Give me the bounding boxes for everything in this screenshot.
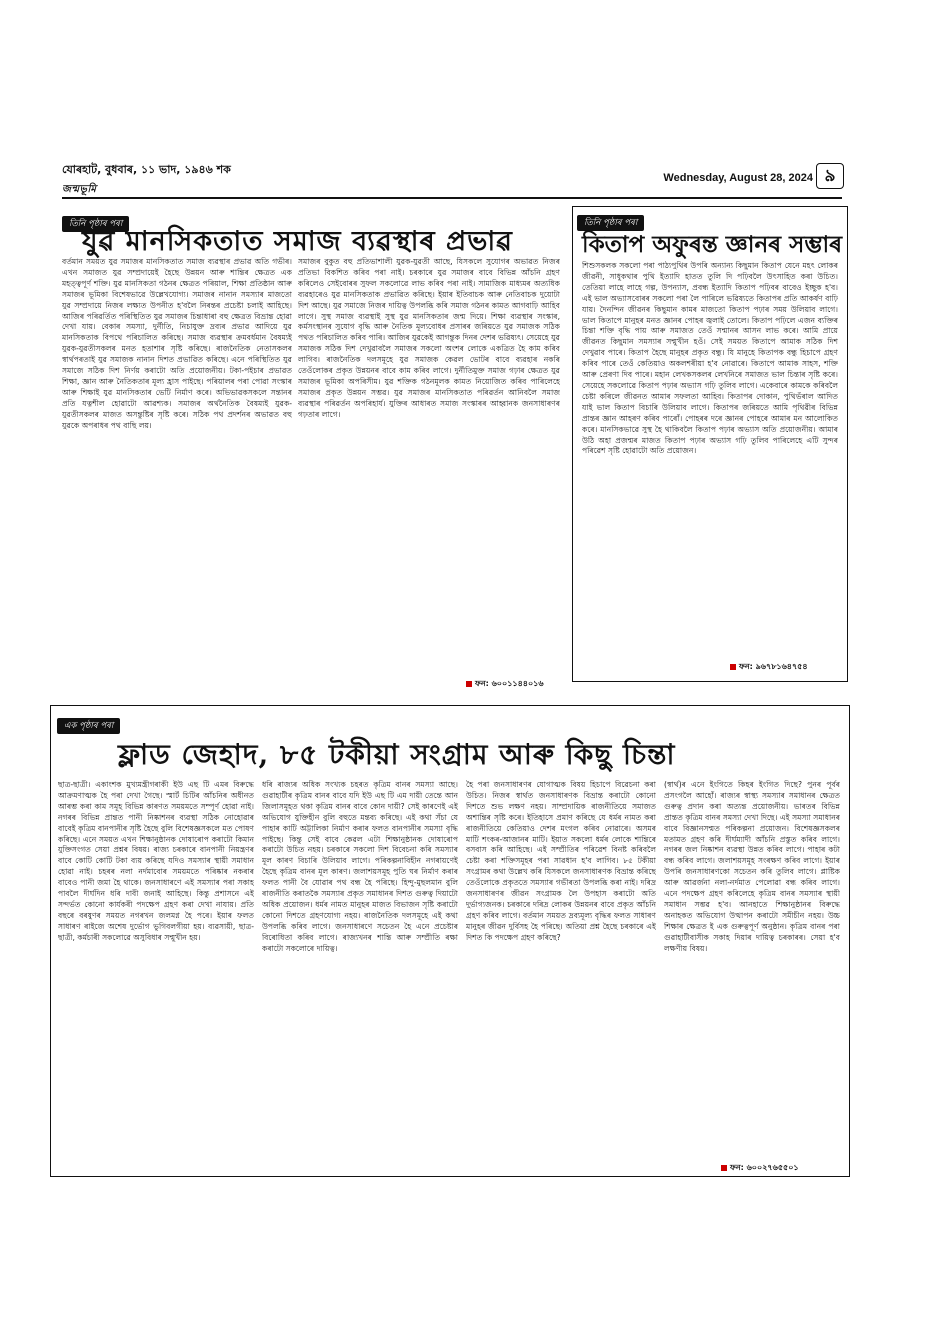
- bullet-square-icon: [466, 681, 472, 687]
- article2-body: শিশুসকলক সকলো পৰা পাঠ্যপুথিৰ উপৰি অন্যান্য কিছুমান কিতাপ যেনে মহৎ লোকৰ জীৱনী, সাধুকথাৰ পুথি ইত্যাদি হাতত তুলি দি পঢ়িবলৈ উৎসাহিত কৰা উচিত। তেতিয়া লাহে লাহে গল্প, উপন্যাস, প্ৰবন্ধ ইত্যাদি কিতাপ পঢ়িবৰ বাবেও ইচ্ছুক হ'ব। এই ভাল অভ্যাসবোৰৰ সকলো পৰা লৈ পাৰিলে ভৱিষ্যতে কিতাপৰ প্ৰতি আকৰ্ষণ বাঢ়ি যায়। দৈনন্দিন জীৱনৰ কিছুমান কামৰ মাজতো কিতাপ পঢ়াৰ সময় উলিয়াব লাগে। ভাল কিতাপে মানুহৰ মনত জ্ঞানৰ পোহৰ জ্বলাই তোলে। কিতাপ পঢ়িলে এজন ব্যক্তিৰ চিন্তা শক্তি বৃদ্ধি পায় আৰু সমাজত তেওঁ সন্মানৰ আসন লাভ কৰে। আমি প্ৰায়ে জীৱনত কিছুমান সমস্যাৰ সন্মুখীন হওঁ। সেই সময়ত কিতাপে আমাক সঠিক দিশ দেখুৱাব পাৰে। কিতাপ হৈছে মানুহৰ প্ৰকৃত বন্ধু। যি মানুহে কিতাপক বন্ধু হিচাপে গ্ৰহণ কৰিব পাৰে তেওঁ কেতিয়াও অকলশৰীয়া হ'ব নোৱাৰে। কিতাপে আমাক সাহস, শক্তি আৰু প্ৰেৰণা দিব পাৰে। মহান লেখকসকলৰ লেখনিৰে সমাজত ভাল চিন্তাৰ সৃষ্টি কৰে। সেয়েহে সকলোৱে কিতাপ পঢ়াৰ অভ্যাস গঢ়ি তুলিব লাগে। একেবাৰে কামকে কৰিবলৈ চেষ্টা কৰিলে জীৱনত আমাৰ সফলতা আহিব। কিতাপৰ দোকান, পুথিভঁৰাল আদিত যাই ভাল কিতাপ বিচাৰি উলিয়াব লাগে। কিতাপৰ জৰিয়তে আমি পৃথিৱীৰ বিভিন্ন প্ৰান্তৰ জ্ঞান আহৰণ কৰিব পাৰোঁ। পোহৰৰ দৰে জ্ঞানৰ পোহৰে আমাৰ মন আলোকিত কৰে। মানসিকভাৱে সুস্থ হৈ থাকিবলৈ কিতাপ পঢ়াৰ অভ্যাস অতি প্ৰয়োজনীয়। আমাৰ উঠি অহা প্ৰজন্মৰ মাজত কিতাপ পঢ়াৰ অভ্যাস গঢ়ি তুলিব পাৰিলেহে এটি সুন্দৰ পৰিৱেশ সৃষ্টি হোৱাটো অতি প্ৰয়োজন।: [582, 261, 838, 456]
- article1-headline: যুৱ মানসিকতাত সমাজ ব্যৱস্থাৰ প্ৰভাৱ: [82, 226, 513, 257]
- article1-column-1: বৰ্তমান সময়ত যুৱ সমাজৰ মানসিকতাত সমাজ ব্যৱস্থাৰ প্ৰভাৱ অতি গভীৰ। এখন সমাজত যুৱ সম্প্ৰদায়েই হৈছে উন্নয়ন আৰু শান্তিৰ ক্ষেত্ৰত এক মহত্ত্বপূৰ্ণ শক্তি। যুৱ মানসিকতা গঠনৰ ক্ষেত্ৰত পৰিয়াল, শিক্ষা প্ৰতিষ্ঠান আৰু সমাজৰ ভূমিকা বিশেষভাৱে উল্লেখযোগ্য। সমাজৰ নানান সমস্যাৰ মাজতো যুৱ সম্প্ৰদায়ে নিজৰ লক্ষ্যত উপনীত হ'বলৈ নিৰন্তৰ প্ৰচেষ্টা চলাই আহিছে। আজিৰ পৰিৱৰ্তিত পৰিস্থিতিত যুৱ সমাজৰ চিন্তাধাৰা বহু ক্ষেত্ৰত বিভ্ৰান্ত হোৱা দেখা যায়। বেকাৰ সমস্যা, দুৰ্নীতি, নিচাযুক্ত দ্ৰব্যৰ প্ৰভাৱ আদিয়ে যুৱ মানসিকতাক বিপথে পৰিচালিত কৰিছে। সমাজ ব্যৱস্থাৰ ক্ৰমবৰ্ধমান বৈষম্যই যুৱক-যুৱতীসকলৰ মনত হতাশাৰ সৃষ্টি কৰিছে। ৰাজনৈতিক নেতাসকলৰ স্বাৰ্থপৰতাই যুৱ সমাজক নানান দিশত প্ৰভাৱিত কৰিছে। এনে পৰিস্থিতিত যুৱ সমাজে সঠিক দিশ নিৰ্ণয় কৰাটো অতি প্ৰয়োজনীয়। টকা-পইচাৰ প্ৰভাৱত শিক্ষা, জ্ঞান আৰু নৈতিকতাৰ মূল্য হ্ৰাস পাইছে। পৰিয়ালৰ পৰা পোৱা সংস্কাৰ আৰু শিক্ষাই যুৱ মানসিকতাৰ ভেটি নিৰ্মাণ কৰে। অভিভাৱকসকলে সন্তানৰ প্ৰতি যত্নশীল হোৱাটো আৱশ্যক। সমাজৰ অৰ্থনৈতিক বৈষম্যই যুৱক-যুৱতীসকলৰ মাজত অসন্তুষ্টিৰ সৃষ্টি কৰে। সঠিক পথ প্ৰদৰ্শনৰ অভাৱত বহু যুৱকে অপৰাধৰ পথ বাছি লয়।: [62, 257, 292, 430]
- article1-phone-text: ফন: ৬০০১১৪৪০১৬: [475, 679, 544, 688]
- article1-continued-tag: তিনি পৃষ্ঠাৰ পৰা: [62, 216, 129, 232]
- article1-phone: [466, 678, 544, 691]
- bullet-square-icon: [721, 1165, 727, 1171]
- page-number: ৯: [816, 163, 844, 189]
- article2-headline: কিতাপ অফুৰন্ত জ্ঞানৰ সম্ভাৰ: [582, 231, 843, 258]
- article3-column-2: ধৰি ৰাজ্যৰ অধিক সংখ্যক চহৰত কৃত্ৰিম বানৰ সমস্যা আছে। গুৱাহাটীৰ কৃত্ৰিম বানৰ বাবে যদি ইউ এছ টি এম দায়ী তেন্তে আন জিলাসমূহত থকা কৃত্ৰিম বানৰ বাবে কোন দায়ী? সেই কাৰণেই এই অভিযোগ যুক্তিহীন বুলি বহুতে মন্তব্য কৰিছে। এই কথা সঁচা যে পাহাৰ কাটি অট্টালিকা নিৰ্মাণ কৰাৰ ফলত বানপানীৰ সমস্যা বৃদ্ধি পাইছে। কিন্তু সেই বাবে কেৱল এটা শিক্ষানুষ্ঠানক দোষাৰোপ কৰাটো উচিত নহয়। চৰকাৰে সকলো দিশ বিবেচনা কৰি সমস্যাৰ মূল কাৰণ বিচাৰি উলিয়াব লাগে। পৰিকল্পনাবিহীন নগৰায়ণেই হৈছে কৃত্ৰিম বানৰ মূল কাৰণ। জলাশয়সমূহ পুতি ঘৰ নিৰ্মাণ কৰাৰ ফলত পানী বৈ যোৱাৰ পথ বন্ধ হৈ পৰিছে। হিন্দু-মুছলমান বুলি ৰাজনীতি কৰাতকৈ সমস্যাৰ প্ৰকৃত সমাধানৰ দিশত গুৰুত্ব দিয়াটো অধিক প্ৰয়োজন। ধৰ্মৰ নামত মানুহৰ মাজত বিভাজন সৃষ্টি কৰাটো কোনো দিশতে গ্ৰহণযোগ্য নহয়। ৰাজনৈতিক দলসমূহে এই কথা উপলব্ধি কৰিব লাগে। জনসাধাৰণে সচেতন হৈ এনে প্ৰচেষ্টাৰ বিৰোধিতা কৰিব লাগে। ৰাজ্যখনৰ শান্তি আৰু সম্প্ৰীতি ৰক্ষা কৰাটো সকলোৰে দায়িত্ব।: [262, 780, 458, 953]
- article3-column-4: (স্বাৰ্থ)ৰ এনে ইংগিতে কিহৰ ইংগিত দিছে? পুনৰ পূৰ্বৰ প্ৰসংগলৈ আহোঁ। ৰাজ্যৰ স্বাস্থ্য সমস্যাৰ সমাধানৰ ক্ষেত্ৰত গুৰুত্ব প্ৰদান কৰা অত্যন্ত প্ৰয়োজনীয়। ভাৰতৰ বিভিন্ন প্ৰান্তত কৃত্ৰিম বানৰ সমস্যা দেখা দিছে। এই সমস্যা সমাধানৰ বাবে বিজ্ঞানসন্মত পৰিকল্পনা প্ৰয়োজন। বিশেষজ্ঞসকলৰ মতামত গ্ৰহণ কৰি দীৰ্ঘম্যাদী আঁচনি প্ৰস্তুত কৰিব লাগে। নগৰৰ জল নিষ্কাশন ব্যৱস্থা উন্নত কৰিব লাগে। পাহাৰ কটা বন্ধ কৰিব লাগে। জলাশয়সমূহ সংৰক্ষণ কৰিব লাগে। ইয়াৰ উপৰি জনসাধাৰণকো সচেতন কৰি তুলিব লাগে। প্লাষ্টিক আৰু আৱৰ্জনা নলা-নৰ্দমাত পেলোৱা বন্ধ কৰিব লাগে। এনে পদক্ষেপ গ্ৰহণ কৰিলেহে কৃত্ৰিম বানৰ সমস্যাৰ স্থায়ী সমাধান সম্ভৱ হ'ব। আনহাতে শিক্ষানুষ্ঠানৰ বিৰুদ্ধে অনাহকত অভিযোগ উত্থাপন কৰাটো সমীচীন নহয়। উচ্চ শিক্ষাৰ ক্ষেত্ৰত ই এক গুৰুত্বপূৰ্ণ অনুষ্ঠান। কৃত্ৰিম বানৰ পৰা গুৱাহাটীবাসীক সকাহ দিয়াৰ দায়িত্ব চৰকাৰৰ। সেয়া হ'ব লক্ষণীয় বিষয়।: [664, 780, 840, 953]
- article3-column-1: ছাত্ৰ-ছাত্ৰী। একাংশক মুখ্যমন্ত্ৰীগৰাকী ইউ এছ টি এমৰ বিৰুদ্ধে আক্ৰমণাত্মক হৈ পৰা দেখা গৈছে। স্মাৰ্ট চিটিৰ আঁচনিৰ অধীনত আৰম্ভ কৰা কাম সমূহ বিভিন্ন কাৰণত সময়মতে সম্পূৰ্ণ হোৱা নাই। নগৰৰ বিভিন্ন প্ৰান্তত পানী নিষ্কাশনৰ ব্যৱস্থা সঠিক নোহোৱাৰ বাবেই কৃত্ৰিম বানপানীৰ সৃষ্টি হৈছে বুলি বিশেষজ্ঞসকলে মত পোষণ কৰিছে। এনে সময়ত এখন শিক্ষানুষ্ঠানক দোষাৰোপ কৰাটো কিমান যুক্তিসংগত সেয়া প্ৰশ্নৰ বিষয়। ৰাজ্য চৰকাৰে বানপানী নিয়ন্ত্ৰণৰ বাবে কোটি কোটি টকা ব্যয় কৰিছে যদিও সমস্যাৰ স্থায়ী সমাধান হোৱা নাই। চহৰৰ নলা নৰ্দমাবোৰ সময়মতে পৰিষ্কাৰ নকৰাৰ বাবেও পানী জমা হৈ থাকে। জনসাধাৰণে এই সমস্যাৰ পৰা সকাহ পাবলৈ দীৰ্ঘদিন ধৰি দাবী জনাই আহিছে। কিন্তু প্ৰশাসনে এই সন্দৰ্ভত কোনো কাৰ্যকৰী পদক্ষেপ গ্ৰহণ কৰা দেখা নাযায়। প্ৰতি বছৰে বৰষুণৰ সময়ত নগৰখন জলমগ্ন হৈ পৰে। ইয়াৰ ফলত সাধাৰণ ৰাইজে অশেষ দুৰ্ভোগ ভুগিবলগীয়া হয়। ব্যৱসায়ী, ছাত্ৰ-ছাত্ৰী, কৰ্মচাৰী সকলোৱে অসুবিধাৰ সন্মুখীন হয়।: [58, 780, 254, 942]
- article3-continued-tag: এক পৃষ্ঠাৰ পৰা: [57, 718, 120, 734]
- dateline-right: Wednesday, August 28, 2024: [663, 172, 813, 184]
- article3-phone-text: ফন: ৬০০২৭৬৫৫০১: [730, 1163, 799, 1172]
- masthead-rule: [62, 197, 842, 199]
- article3-column-3: হৈ পৰা জনসাধাৰণৰ যোগাত্মক বিষয় হিচাপে বিৱেচনা কৰা উচিত। নিজৰ স্বাৰ্থত জনসাধাৰণক বিভ্ৰান্ত কৰাটো কোনো দিশতে শুভ লক্ষণ নহয়। সাম্প্ৰদায়িক ৰাজনীতিয়ে সমাজত অশান্তিৰ সৃষ্টি কৰে। ইতিহাসে প্ৰমাণ কৰিছে যে ধৰ্মৰ নামত কৰা ৰাজনীতিয়ে কেতিয়াও দেশৰ মংগল কৰিব নোৱাৰে। অসমৰ মাটি শংকৰ-আজানৰ মাটি। ইয়াত সকলো ধৰ্মৰ লোকে শান্তিৰে বসবাস কৰি আহিছে। এই সম্প্ৰীতিৰ পৰিৱেশ বিনষ্ট কৰিবলৈ চেষ্টা কৰা শক্তিসমূহৰ পৰা সাৱধান হ'ব লাগিব। ৮৫ টকীয়া সংগ্ৰামৰ কথা উল্লেখ কৰি যিসকলে জনসাধাৰণক বিভ্ৰান্ত কৰিছে তেওঁলোকে প্ৰকৃততে সমস্যাৰ গভীৰতা উপলব্ধি কৰা নাই। দৰিদ্ৰ জনসাধাৰণৰ জীৱন সংগ্ৰামক লৈ উপহাস কৰাটো অতি দুৰ্ভাগ্যজনক। চৰকাৰে দৰিদ্ৰ লোকৰ উন্নয়নৰ বাবে প্ৰকৃত আঁচনি গ্ৰহণ কৰিব লাগে। বৰ্তমান সময়ত দ্ৰব্যমূল্য বৃদ্ধিৰ ফলত সাধাৰণ মানুহৰ জীৱন দুৰ্বিসহ হৈ পৰিছে। অতিয়া প্ৰশ্ন হৈছে চৰকাৰে এই দিশত কি পদক্ষেপ গ্ৰহণ কৰিছে?: [466, 780, 656, 942]
- bullet-square-icon: [730, 664, 736, 670]
- article2-continued-tag: তিনি পৃষ্ঠাৰ পৰা: [577, 215, 644, 231]
- dateline-left: যোৰহাট, বুধবাৰ, ১১ ভাদ, ১৯৪৬ শক: [62, 163, 231, 176]
- article3-tag-wrap: [57, 713, 120, 734]
- article2-phone-text: ফন: ৯৬৭৮১৬৪৭৫৪: [739, 662, 808, 671]
- article3-phone: [721, 1162, 799, 1175]
- article2-phone: [730, 661, 808, 674]
- newspaper-logo: জন্মভূমি: [62, 184, 97, 195]
- article3-headline: ফ্লাড জেহাদ, ৮৫ টকীয়া সংগ্ৰাম আৰু কিছু চিন্তা: [118, 738, 676, 771]
- article1-column-2: সমাজৰ বুকুত বহু প্ৰতিভাশালী যুৱক-যুৱতী আছে, যিসকলে সুযোগৰ অভাৱত নিজৰ প্ৰতিভা বিকশিত কৰিব পৰা নাই। চৰকাৰে যুৱ সমাজৰ বাবে বিভিন্ন আঁচনি গ্ৰহণ কৰিলেও সেইবোৰৰ সুফল সকলোৱে লাভ কৰিব পৰা নাই। সামাজিক মাধ্যমৰ অত্যধিক ব্যৱহাৰেও যুৱ মানসিকতাক প্ৰভাৱিত কৰিছে। ইয়াৰ ইতিবাচক আৰু নেতিবাচক দুয়োটা দিশ আছে। যুৱ সমাজে নিজৰ দায়িত্ব উপলব্ধি কৰি সমাজ গঠনৰ কামত আগবাঢ়ি আহিব লাগে। সুস্থ সমাজ ব্যৱস্থাই সুস্থ যুৱ মানসিকতাৰ জন্ম দিয়ে। শিক্ষা ব্যৱস্থাৰ সংস্কাৰ, কৰ্মসংস্থানৰ সুযোগ বৃদ্ধি আৰু নৈতিক মূল্যবোধৰ প্ৰসাৰৰ জৰিয়তে যুৱ সমাজক সঠিক পথত পৰিচালিত কৰিব পাৰি। আজিৰ যুৱকেই আগন্তুক দিনৰ দেশৰ ভৱিষ্যৎ। সেয়েহে যুৱ সমাজক সঠিক দিশ দেখুৱাবলৈ সমাজৰ সকলো অংশৰ লোকে একত্ৰিত হৈ কাম কৰিব লাগিব। ৰাজনৈতিক দলসমূহে যুৱ সমাজক কেৱল ভোটৰ বাবে ব্যৱহাৰ নকৰি তেওঁলোকৰ প্ৰকৃত উন্নয়নৰ বাবে কাম কৰিব লাগে। দুৰ্নীতিমুক্ত সমাজ গঢ়াৰ ক্ষেত্ৰত যুৱ সমাজৰ ভূমিকা অপৰিসীম। যুৱ শক্তিক গঠনমূলক কামত নিয়োজিত কৰিব পাৰিলেহে সমাজৰ প্ৰকৃত উন্নয়ন সম্ভৱ। যুৱ সমাজৰ মানসিকতাত পৰিৱৰ্তন আনিবলৈ সমাজ ব্যৱস্থাৰ পৰিৱৰ্তন অপৰিহাৰ্য। যুক্তিৰ আধাৰত সমাজ সংস্কাৰৰ আহ্বানক জনসাধাৰণৰ গঢ়তাৰ লাগে।: [298, 257, 560, 419]
